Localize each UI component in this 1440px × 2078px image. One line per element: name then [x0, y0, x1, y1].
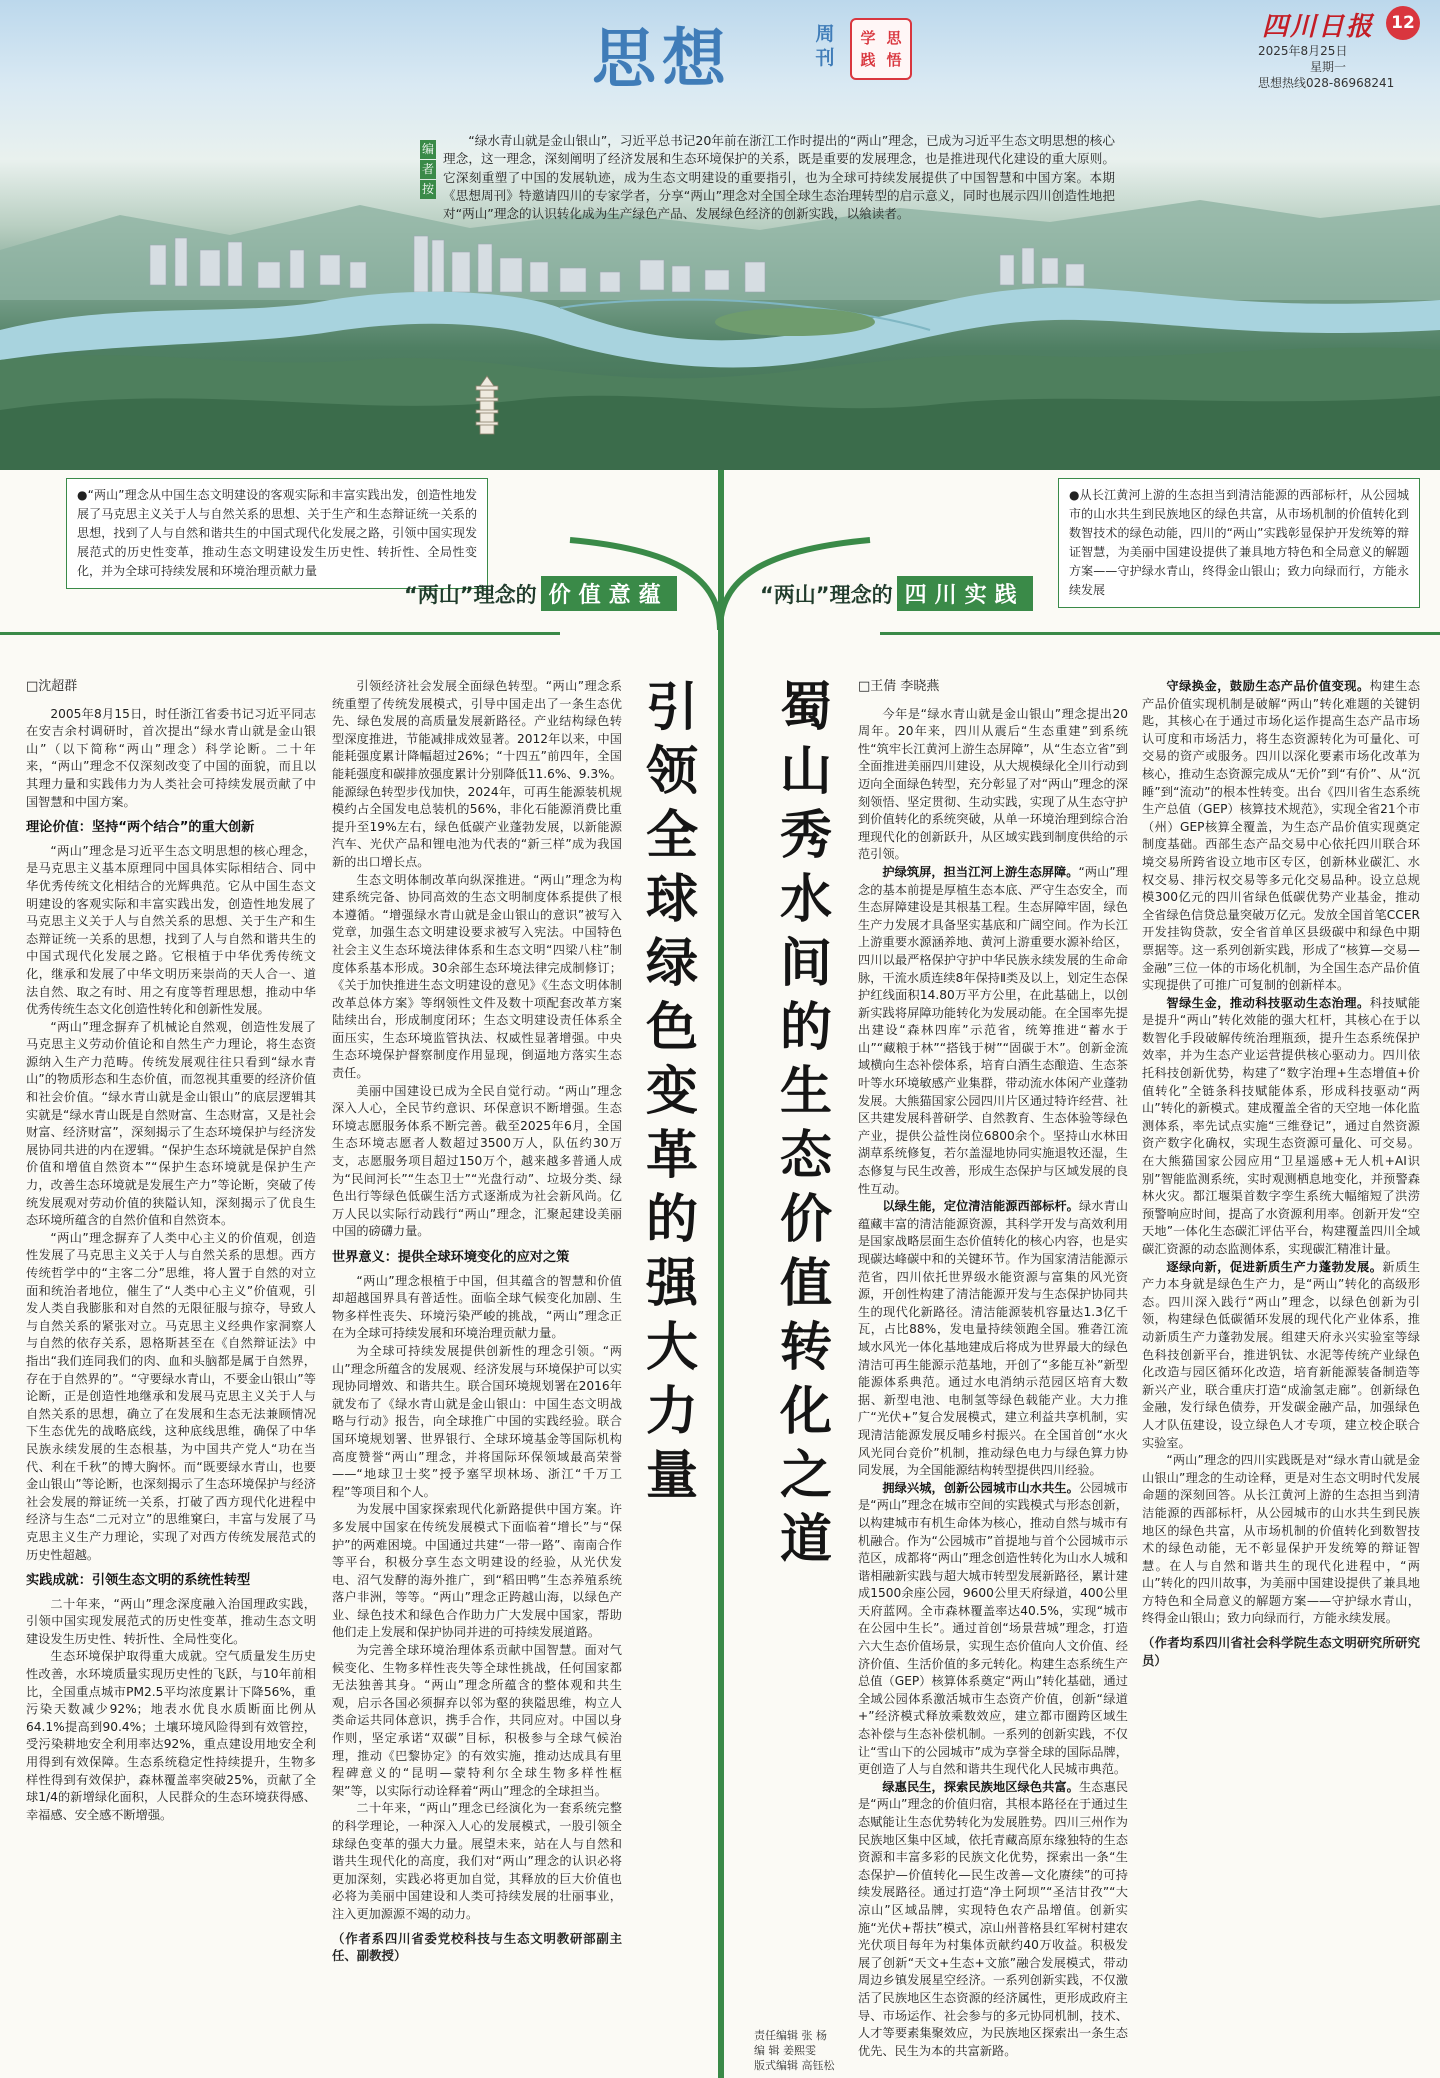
hotline: 思想热线028-86968241: [1258, 76, 1395, 90]
paragraph: 为完善全球环境治理体系贡献中国智慧。面对气候变化、生物多样性丧失等全球性挑战，任何国家都无法独善其身。“两山”理念所蕴含的整体观和共生观，启示各国必须摒弃以邻为壑的狭隘思维，构立人类命运共同体意识，携手合作，共同应对。中国以身作则，坚定承诺“双碳”目标，积极参与全球气候治理，推动《巴黎协定》的有效实施，推动达成具有里程碑意义的“昆明—蒙特利尔全球生物多样性框架”等，以实际行动诠释着“两山”理念的全球担当。: [332, 1643, 622, 1798]
paragraph: 生态环境保护取得重大成就。空气质量发生历史性改善，水环境质量实现历史性的飞跃，与10年前相比，全国重点城市PM2.5平均浓度累计下降56%，重污染天数减少92%；地表水优良水质断面比例从64.1%提高到90.4%；土壤环境风险得到有效管控，受污染耕地安全利用率达92%，重点建设用地安全利用得到有效保障。生态系统稳定性持续提升，生物多样性得到有效保护，森林覆盖率突破25%，贡献了全球1/4的新增绿化面积，人民群众的生态环境获得感、幸福感、安全感不断增强。: [26, 1649, 316, 1822]
subheading: 理论价值：坚持“两个结合”的重大创新: [26, 820, 255, 836]
column-badge: [850, 18, 912, 80]
editor-credits: [754, 2028, 835, 2073]
badge-char: 践: [860, 51, 876, 69]
paragraph: 2005年8月15日，时任浙江省委书记习近平同志在安吉余村调研时，首次提出“绿水青山就是金山银山”（以下简称“两山”理念）科学论断。二十年来，“两山”理念不仅深刻改变了中国的面貌，而且以其理力量和实践伟力为人类社会可持续发展贡献了中国智慧和中国方案。: [26, 706, 316, 809]
banner-highlight: 价值意蕴: [541, 576, 677, 611]
right-article-column-1: [858, 678, 1129, 2058]
inline-heading: 逐绿向新，促进新质生产力蓬勃发展。: [1166, 1259, 1383, 1274]
editor-note: “绿水青山就是金山银山”，习近平总书记20年前在浙江工作时提出的“两山”理念，已成为习近平生态文明思想的核心理念，这一理念，深刻阐明了经济发展和生态环境保护的关系，既是重要的发展理念，也是推进现代化建设的重大原则。它深刻重塑了中国的发展轨迹，成为生态文明建设的重要指引，也为全球可持续发展提供了中国智慧和中国方案。本期《思想周刊》特邀请四川的专家学者，分享“两山”理念对全国全球生态治理转型的启示意义，同时也展示四川创造性地把对“两山”理念的认识转化成为生产绿色产品、发展绿色经济的创新实践，以飨读者。: [443, 133, 1115, 222]
paragraph: 为发展中国家探索现代化新路提供中国方案。许多发展中国家在传统发展模式下面临着“增长”与“保护”的两难困境。中国通过共建“一带一路”、南南合作等平台，积极分享生态文明建设的经验，从光伏发电、沼气发酵的海外推广，到“稻田鸭”生态养殖系统落户非洲，等等。“两山”理念正跨越山海，以绿色产业、绿色技术和绿色合作助力广大发展中国家，帮助他们走上发展和保护协同并进的可持续发展道路。: [332, 1502, 622, 1640]
inline-heading: 以绿生能，定位清洁能源西部标杆。: [882, 1199, 1079, 1214]
paragraph: “两山”理念根植于中国，但其蕴含的智慧和价值却超越国界具有普适性。面临全球气候变化加剧、生物多样性丧失、环境污染严峻的挑战，“两山”理念正在为全球可持续发展和环境治理贡献力量。: [332, 1273, 622, 1341]
page-number: 12: [1386, 6, 1420, 40]
inline-heading: 智绿生金，推动科技驱动生态治理。: [1166, 995, 1370, 1010]
paragraph: 生态文明体制改革向纵深推进。“两山”理念为构建系统完备、协同高效的生态文明制度体系提供了根本遵循。“增强绿水青山就是金山银山的意识”被写入党章，加强生态文明建设要求被写入宪法。中国特色社会主义生态环境法律体系和生态文明“四梁八柱”制度体系基本形成。30余部生态环境法律完成制修订；《关于加快推进生态文明建设的意见》《生态文明体制改革总体方案》等纲领性文件及数十项配套改革方案陆续出台，形成制度闭环；生态文明建设责任体系全面压实，生态环境监管执法、权威性显著增强。中央生态环境保护督察制度作用显现，倒逼地方落实生态责任。: [332, 872, 622, 1081]
paragraph: 二十年来，“两山”理念深度融入治国理政实践，引领中国实现发展范式的历史性变革，推动生态文明建设发生历史性、转折性、全局性变化。: [26, 1596, 316, 1646]
inline-heading: 护绿筑屏，担当江河上游生态屏障。: [882, 864, 1079, 879]
paragraph: 公园城市是“两山”理念在城市空间的实践模式与形态创新，以构建城市有机生命体为核心，推动自然与城市有机融合。作为“公园城市”首提地与首个公园城市示范区，成都将“两山”理念创造性转化为山水人城和谐相融新实践与超大城市转型发展新路径，累计建成1500余座公园，9600公里天府绿道，400公里天府蓝网。全市森林覆盖率达40.5%，实现“城市在公园中生长”。通过首创“场景营城”理念，打造六大生态价值场景，实现生态价值向人文价值、经济价值、生活价值的多元转化。构建生态系统生产总值（GEP）核算体系奠定“两山”转化基础，通过全域公园体系激活城市生态资产价值，创新“绿道+”经济模式释放乘数效应，建立都市圈跨区域生态补偿与生态补偿机制。一系列的创新实践，不仅让“雪山下的公园城市”成为享誉全球的国际品牌，更创造了人与自然和谐共生现代化人民城市典范。: [858, 1480, 1129, 1777]
inline-heading: 绿惠民生，探索民族地区绿色共富。: [882, 1779, 1079, 1794]
left-article-column-2: [332, 678, 622, 2073]
author-note: （作者均系四川省社会科学院生态文明研究所研究员）: [1142, 1635, 1420, 1668]
section-title: 思想: [592, 22, 732, 97]
inline-heading: 拥绿兴城，创新公园城市山水共生。: [882, 1480, 1079, 1495]
paragraph: 绿水青山蕴藏丰富的清洁能源资源，其科学开发与高效利用是国家战略层面生态价值转化的核心内容，也是实现碳达峰碳中和的关键环节。作为国家清洁能源示范省，四川依托世界级水能资源与富集的风光资源，开创性构建了清洁能源开发与生态保护协同共生的现代化新路径。清洁能源装机容量达1.3亿千瓦，占比88%，发电量持续领跑全国。雅砻江流域水风光一体化基地建成后将成为世界最大的绿色清洁可再生能源示范基地，开创了“多能互补”新型能源体系典范。通过水电消纳示范园区培育大数据、新型电池、电制氢等绿色载能产业。大力推广“光伏+”复合发展模式，建立利益共享机制，实现清洁能源发展反哺乡村振兴。在全国首创“水火风光同台竞价”机制，推动绿色电力与绿色算力协同发展，为全国能源结构转型提供四川经验。: [858, 1199, 1129, 1478]
badge-char: 学: [860, 29, 876, 47]
paragraph: 新质生产力本身就是绿色生产力，是“两山”转化的高级形态。四川深入践行“两山”理念，以绿色创新为引领，构建绿色低碳循环发展的现代化产业体系，推动新质生产力蓬勃发展。组建天府永兴实验室等绿色科技创新平台，推进钒钛、水泥等传统产业绿色化改造与园区循环化改造，培育新能源装备制造等新兴产业，联合重庆打造“成渝氢走廊”。创新绿色金融，发行绿色债券，开发碳金融产品，加强绿色人才队伍建设，设立绿色人才专项，建立校企联合实验室。: [1142, 1259, 1421, 1450]
credit-line: 版式编辑 高钰松: [754, 2059, 835, 2072]
paragraph: 引领经济社会发展全面绿色转型。“两山”理念系统重塑了传统发展模式，引导中国走出了一条生态优先、绿色发展的高质量发展新路径。产业结构绿色转型深度推进，节能减排成效显著。2012年以来，中国能耗强度累计降幅超过26%；“十四五”前四年，全国能耗强度和碳排放强度累计分别降低11.6%、9.3%。能源绿色转型步伐加快，2024年，可再生能源装机规模约占全国发电总装机的56%，非化石能源消费比重提升至19%左右，绿色低碳产业蓬勃发展，以新能源汽车、光伏产品和锂电池为代表的“新三样”成为我国新的出口增长点。: [332, 679, 622, 869]
byline: □沈超群: [26, 679, 78, 694]
label-char: 编: [420, 140, 436, 159]
center-divider: [718, 470, 724, 2078]
right-section-rule: [880, 632, 1440, 635]
banner-prefix: “两山”理念的: [404, 582, 537, 607]
editor-note-label: [420, 140, 436, 200]
section-subtitle: 周刊: [815, 23, 835, 69]
section-banner-right: [760, 576, 1033, 611]
label-char: 者: [420, 160, 436, 179]
paragraph: “两山”理念的基本前提是厚植生态本底、严守生态安全，而生态屏障建设是其根基工程。生态屏障牢固，绿色生产力发展才具备坚实基底和广阔空间。作为长江上游重要水源涵养地、黄河上游重要水源补给区，四川以最严格保护守护中华民族永续发展的生命命脉，干流水质连续8年保持Ⅱ类及以上，划定生态保护红线面积14.80万平方公里，在此基础上，以创新实践将屏障功能转化为发展动能。在全国率先提出建设“森林四库”示范省，统筹推进“蓄水于山”“藏粮于林”“搭钱于树”“固碳于木”。创新金流域横向生态补偿体系，培育白酒生态酿造、生态茶叶等水环境敏感产业集群，带动流水体闲产业蓬勃发展。大熊猫国家公园四川片区通过特许经营、社区共建发展科普研学、自然教育、生态体验等绿色产业，提供公益性岗位6800余个。坚持山水林田湖草系统修复，若尔盖湿地协同实施退牧还湿，生态修复与民生改善，形成生态保护与区域发展的良性互动。: [858, 864, 1128, 1196]
label-char: 按: [420, 180, 436, 199]
subheading: 世界意义：提供全球环境变化的应对之策: [332, 1250, 570, 1265]
author-note: （作者系四川省委党校科技与生态文明教研部副主任、副教授）: [332, 1930, 622, 1964]
newspaper-logo: 四川日报: [1262, 12, 1375, 42]
left-section-rule: [0, 632, 560, 635]
credit-line: 责任编辑 张 杨: [754, 2029, 827, 2042]
byline: □王倩 李晓燕: [858, 679, 940, 694]
credit-line: 编 辑 姜熙雯: [754, 2044, 816, 2057]
issue-weekday: 星期一: [1310, 60, 1347, 74]
pull-quote-right: ●从长江黄河上游的生态担当到清洁能源的西部标杆，从公园城市的山水共生到民族地区的绿色共富，从市场机制的价值转化到数智技术的绿色动能，四川的“两山”实践彰显保护开发统筹的辩证智慧，为美丽中国建设提供了兼具地方特色和全局意义的解题方案——守护绿水青山，终得金山银山；致力向绿而行，方能永续发展: [1058, 478, 1420, 608]
banner-highlight: 四川实践: [897, 576, 1033, 611]
issue-date: 2025年8月25日: [1258, 44, 1348, 58]
right-article-column-2: [1142, 678, 1420, 2073]
paragraph: 构建生态产品价值实现机制是破解“两山”转化难题的关键钥匙，其核心在于通过市场化运作提高生态产品市场认可度和市场活力，将生态资源转化为可量化、可交易的资产或服务。四川以深化要素市场化改革为核心，推动生态资源完成从“无价”到“有价”、从“沉睡”到“流动”的根本性转变。出台《四川省生态系统生产总值（GEP）核算技术规范》，实现全省21个市（州）GEP核算全覆盖，为生态产品价值实现奠定制度基础。西部生态产品交易中心依托四川联合环境交易所跨省设立地市区专区，创新林业碳汇、水权交易、排污权交易等多元化交易品种。设立总规模300亿元的四川省绿色低碳优势产业基金，推动全省绿色信贷总量突破万亿元。发放全国首笔CCER开发挂钩贷款，安全省首单区县级碳中和绿色中期票据等。这一系列创新实践，形成了“核算—交易—金融”三位一体的市场化机制，为全国生态产品价值实现提供了可推广可复制的创新样本。: [1142, 679, 1421, 993]
paragraph: 二十年来，“两山”理念已经演化为一套系统完整的科学理论，一种深入人心的发展模式，一股引领全球绿色变革的强大力量。展望未来，站在人与自然和谐共生现代化的高度，我们对“两山”理念的认识必将更加深刻，实践必将更加自觉，其释放的巨大价值也必将为美丽中国建设和人类可持续发展的壮丽事业，注入更加源源不竭的动力。: [332, 1801, 622, 1921]
section-banner-left: [404, 576, 677, 611]
subheading: 实践成就：引领生态文明的系统性转型: [26, 1573, 251, 1589]
hero-photo: [0, 0, 1440, 470]
pull-quote-left: ●“两山”理念从中国生态文明建设的客观实际和丰富实践出发，创造性地发展了马克思主义关于人与自然关系的思想、关于生产和生态辩证统一关系的思想，找到了人与自然和谐共生的中国式现代化发展之路，引领中国实现发展范式的历史性变革，推动生态文明建设发生历史性、转折性、全局性变化，并为全球可持续发展和环境治理贡献力量: [66, 478, 488, 589]
paragraph: 为全球可持续发展提供创新性的理念引领。“两山”理念所蕴含的发展观、经济发展与环境保护可以实现协同增效、和谐共生。联合国环境规划署在2016年就发布了《绿水青山就是金山银山：中国生态文明战略与行动》报告，向全球推广中国的实践经验。联合国环境规划署、世界银行、全球环境基金等国际机构高度赞誉“两山”理念，并将国际环保领域最高荣誉——“地球卫士奖”授予塞罕坝林场、浙江“千万工程”等项目和个人。: [332, 1343, 622, 1499]
badge-char: 悟: [886, 51, 902, 69]
paragraph: 科技赋能是提升“两山”转化效能的强大杠杆，其核心在于以数智化手段破解传统治理瓶颈，提升生态系统保护效率，并为生态产业运营提供核心驱动力。四川依托科技创新优势，构建了“数字治理+生态增值+价值转化”全链条科技赋能体系，形成科技驱动“两山”转化的新模式。建成覆盖全省的天空地一体化监测体系，率先试点实施“三维登记”，通过自然资源资产数字化确权，实现生态资源可量化、可交易。在大熊猫国家公园应用“卫星遥感+无人机+AI识别”智能监测系统，实时观测栖息地变化，并预警森林火灾。都江堰渠首数字孪生系统大幅缩短了洪涝预警响应时间，提高了水资源利用率。创新开发“空天地”一体化生态碳汇评估平台，构建覆盖四川全域碳汇资源的动态监测体系，实现碳汇精准计量。: [1142, 995, 1421, 1256]
paragraph: “两山”理念的四川实践既是对“绿水青山就是金山银山”理念的生动诠释，更是对生态文明时代发展命题的深刻回答。从长江黄河上游的生态担当到清洁能源的西部标杆，从公园城市的山水共生到民族地区的绿色共富，从市场机制的价值转化到数智技术的绿色动能，无不彰显保护开发统筹的辩证智慧。在人与自然和谐共生的现代化进程中，“两山”转化的四川故事，为美丽中国建设提供了兼具地方特色和全局意义的解题方案——守护绿水青山，终得金山银山；致力向绿而行，方能永续发展。: [1142, 1453, 1420, 1626]
left-article-headline: 引领全球绿色变革的强大力量: [645, 678, 698, 1506]
banner-prefix: “两山”理念的: [760, 582, 893, 607]
paragraph: 今年是“绿水青山就是金山银山”理念提出20周年。20年来，四川从震后“生态重建”到系统性“筑牢长江黄河上游生态屏障”，从“生态立省”到全面推进美丽四川建设，从大规模绿化全川行动到迈向全面绿色转型，充分彰显了对“两山”理念的深刻领悟、坚定贯彻、生动实践，实现了从生态守护到价值转化的系统突破，从单一环境治理到综合治理现代化的创新跃升，从区域实践到制度供给的示范引领。: [858, 706, 1128, 862]
paragraph: 美丽中国建设已成为全民自觉行动。“两山”理念深入人心，全民节约意识、环保意识不断增强。生态环境志愿服务体系不断完善。截至2025年6月，全国生态环境志愿者人数超过3500万人，队伍约30万支，志愿服务项目超过150万个，越来越多普通人成为“民间河长”“生态卫士”“光盘行动”、垃圾分类、绿色出行等绿色低碳生活方式逐渐成为社会新风尚。亿万人民以实际行动践行“两山”理念，汇聚起建设美丽中国的磅礴力量。: [332, 1083, 622, 1239]
left-article-column-1: [26, 678, 316, 2073]
paragraph: “两山”理念摒弃了人类中心主义的价值观，创造性发展了马克思主义关于人与自然关系的思想。西方传统哲学中的“主客二分”思维，将人置于自然的对立面和统治者地位，催生了“人类中心主义”价值观，引发人类自我膨胀和对自然的无限征服与掠夺，导致人与自然关系的紧张对立。马克思主义经典作家洞察人与自然的依存关系，恩格斯甚至在《自然辩证法》中指出“我们连同我们的肉、血和头脑都是属于自然界，存在于自然界的”。“守要绿水青山，不要金山银山”等论断，正是创造性地继承和发展马克思主义关于人与自然关系的思想，确立了在发展和生态无法兼顾情况下生态优先的战略底线，这种底线思维，确保了中华民族永续发展的生态根基，为中国共产党人“功在当代、利在千秋”的博大胸怀。而“既要绿水青山，也要金山银山”等论断，也深刻揭示了生态环境保护与经济社会发展的辩证统一关系，打破了西方现代化进程中经济与生态“二元对立”的思维窠臼，丰富与发展了马克思主义生产力理论，实现了对西方传统发展范式的历史性超越。: [26, 1230, 316, 1562]
inline-heading: 守绿换金，鼓励生态产品价值变现。: [1166, 679, 1370, 693]
right-article-headline: 蜀山秀水间的生态价值转化之道: [779, 678, 832, 1570]
badge-char: 思: [886, 29, 902, 47]
paragraph: “两山”理念摒弃了机械论自然观，创造性发展了马克思主义劳动价值论和自然生产力理论，将生态资源纳入生产力范畴。传统发展观往往只看到“绿水青山”的物质形态和生态价值，而忽视其重要的经济价值和社会价值。“绿水青山就是金山银山”的底层逻辑其实就是“绿水青山既是自然财富、生态财富，又是社会财富、经济财富”，深刻揭示了生态环境保护与经济发展协同共进的内在逻辑。“保护生态环境就是保护自然价值和增值自然资本”“保护生态环境就是保护生产力，改善生态环境就是发展生产力”等论断，突破了传统发展观对劳动价值的狭隘认知，深刻揭示了优良生态环境所蕴含的自然价值和自然资本。: [26, 1019, 316, 1228]
paragraph: “两山”理念是习近平生态文明思想的核心理念，是马克思主义基本原理同中国具体实际相结合、同中华优秀传统文化相结合的光辉典范。它从中国生态文明建设的客观实际和丰富实践出发，创造性地发展了马克思主义关于人与自然关系的思想、关于生产和生态辩证统一关系的思想，找到了人与自然和谐共生的中国式现代化发展之路。它根植于中华优秀传统文化，继承和发展了中华文明历来崇尚的天人合一、道法自然、取之有时、用之有度等哲理思想，推动中华优秀传统生态文化创造性转化和创新性发展。: [26, 843, 316, 1017]
paragraph: 生态惠民是“两山”理念的价值归宿，其根本路径在于通过生态赋能让生态优势转化为发展胜势。四川三州作为民族地区集中区域，依托青藏高原东缘独特的生态资源和丰富多彩的民族文化优势，探索出一条“生态保护—价值转化—民生改善—文化赓续”的可持续发展路径。通过打造“净土阿坝”“圣洁甘孜”“大凉山”区域品牌，实现特色农产品增值。创新实施“光伏+帮扶”模式，凉山州普格县红军树村建农光伏项目每年为村集体贡献约40万收益。积极发展了创新“天文+生态+文旅”融合发展模式，带动周边乡镇发展星空经济。一系列创新实践，不仅激活了民族地区生态资源的经济属性，更形成政府主导、市场运作、社会参与的多元协同机制，技术、人才等要素集聚效应，为民族地区探索出一条生态优先、民生为本的共富新路。: [858, 1779, 1129, 2058]
